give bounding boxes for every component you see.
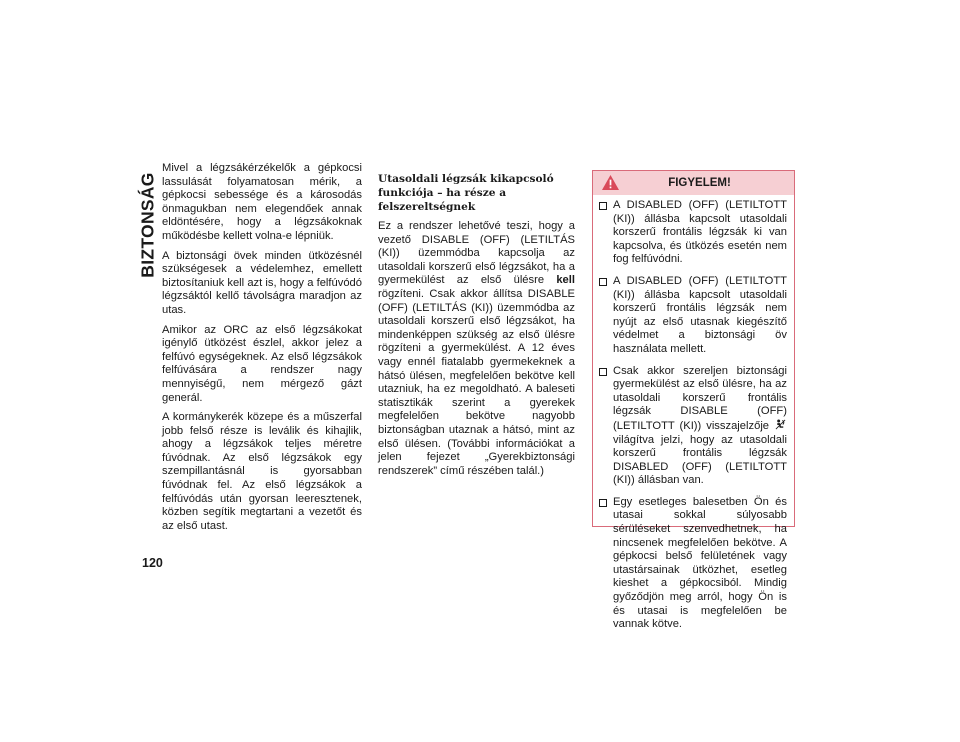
warning-item (599, 275, 787, 357)
warning-list (593, 195, 794, 632)
square-bullet-icon (599, 202, 607, 210)
warning-box (592, 170, 795, 631)
paragraph: Mivel a légzsákérzékelők a gépkocsi lassulását folyamatosan mérik, a gépkocsi sebessége és a károsodás önmagukban nem elegendőek annak eldöntésére, hogy a légzsákoknak működésbe kellett volna-e lépniük. (162, 162, 362, 242)
warning-header (593, 171, 794, 195)
section-side-tab-label: BIZTONSÁG (137, 172, 158, 278)
page-number: 120 (142, 556, 163, 570)
warning-item-text: A DISABLED (OFF) (LETILTOTT (KI)) állásba kapcsolt utasoldali korszerű frontális légzsák ki van kapcsolva, és ütközés esetén nem fog felfúvódni. (613, 199, 787, 266)
emphasis-word: kell (556, 274, 575, 287)
paragraph (378, 220, 575, 478)
paragraph: Amikor az ORC az első légzsákokat igénylő ütközést észlel, akkor jelez a felfúvó egységeknek. Az első légzsákok felfúvására a rendszer nagy mennyiségű, nem mérgező gázt generál. (162, 323, 362, 404)
warning-item (599, 496, 787, 632)
square-bullet-icon (599, 368, 607, 376)
warning-item-text: Egy esetleges balesetben Ön és utasai sokkal súlyosabb sérüléseket szenvedhetnek, ha nincsenek megfelelően bekötve. A gépkocsi belső felületének vagy utastársainak ütközhet, esetleg kieshet a gépkocsiból. Mindig győződjön meg arról, hogy Ön is és utasai is megfelelően be vannak kötve. (613, 495, 787, 631)
warning-triangle-icon (601, 174, 620, 191)
warning-item-text: Csak akkor szereljen biztonsági gyermekülést az első ülésre, ha az utasoldali korszerű frontális légzsák DISABLE (OFF) (LETILTOTT (KI)) visszajelzője (613, 364, 787, 432)
square-bullet-icon (599, 278, 607, 286)
section-side-tab (135, 172, 161, 278)
paragraph: A kormánykerék közepe és a műszerfal jobb felső része is leválik és kihajlik, ahogy a légzsákok teljes méretre fúvódnak. Az első légzsákok egy szempillantásnál is gyorsabban fúvódnak fel. Az első légzsákok a felfúvódás után gyorsan leeresztenek, közben segítik megtartani a vezetőt és az első utast. (162, 411, 362, 532)
paragraph-text: Ez a rendszer lehetővé teszi, hogy a vezető DISABLE (OFF) (LETILTÁS (KI)) üzemmódba kapcsolja az utasoldali korszerű első légzsákot, ha a gyermekülést az első ülésre (378, 220, 575, 287)
column-middle (378, 172, 575, 484)
warning-title: FIGYELEM! (668, 177, 731, 189)
section-heading: Utasoldali légzsák kikapcsoló funkciója – ha része a felszereltségnek (378, 173, 554, 213)
warning-item-text: világítva jelzi, hogy az utasoldali korszerű frontális légzsák DISABLED (OFF) (LETILTOTT (KI)) állásban van. (613, 433, 787, 487)
column-left (162, 162, 362, 539)
paragraph-text: rögzíteni. Csak akkor állítsa DISABLE (OFF) (LETILTÁS (KI)) üzemmódba az utasoldali korszerű első légzsákot, ha mindenképpen szükség az első ülésre rögzíteni a gyermekülést. A 12 éves vagy ennél fiatalabb gyermekeknek a hátsó ülésen, megfelelően bekötve kell utazniuk, ha ez megoldható. A baleseti statisztikák szerint a gyerekek megfelelően bekötve nagyobb biztonságban utaznak a hátsó, mint az első ülésen. (További információkat a jelen fejezet „Gyerekbiztonsági rendszerek” című részében talál.) (378, 287, 575, 477)
warning-item (599, 365, 787, 488)
square-bullet-icon (599, 499, 607, 507)
airbag-off-indicator-icon (775, 419, 786, 430)
paragraph: A biztonsági övek minden ütközésnél szükségesek a védelemhez, emellett biztosítaniuk kell azt is, hogy a felfúvódó légzsáktól kellő távolságra maradjon az utas. (162, 249, 362, 316)
warning-item-text: A DISABLED (OFF) (LETILTOTT (KI)) állásba kapcsolt utasoldali korszerű frontális légzsák nem nyújt az első utasnak kiegészítő védelmet a biztonsági öv használata mellett. (613, 274, 787, 355)
warning-item (599, 199, 787, 267)
